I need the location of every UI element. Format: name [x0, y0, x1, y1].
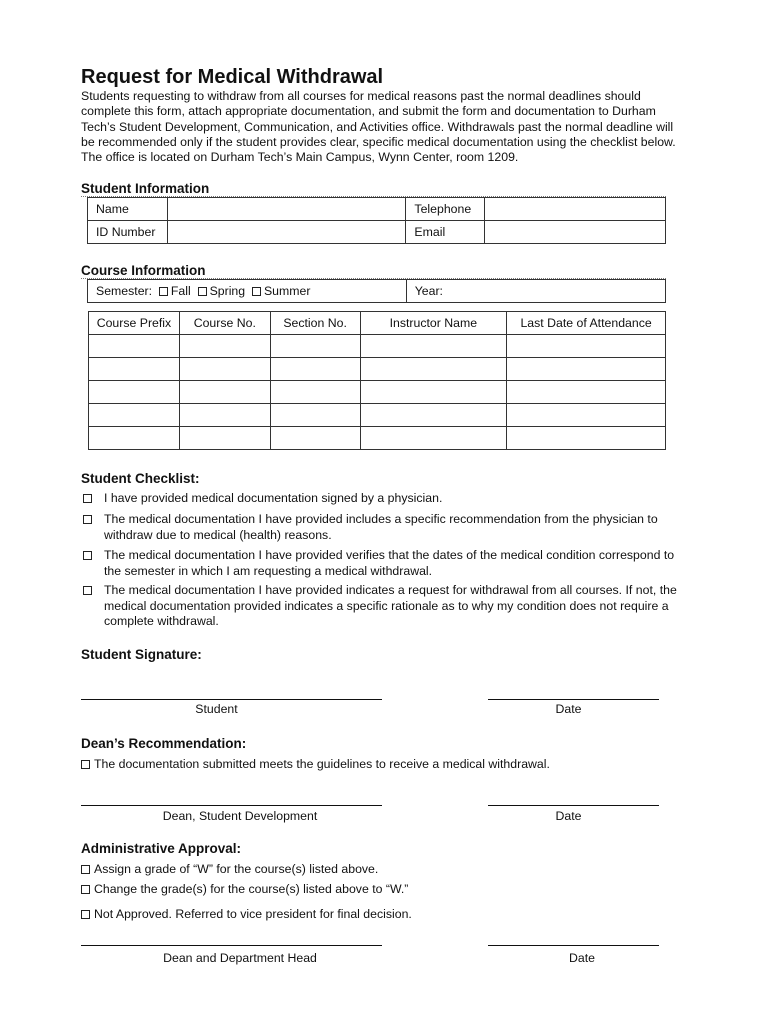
dean-checkbox[interactable]	[81, 760, 90, 769]
table-cell[interactable]	[360, 335, 507, 358]
semester-cell	[88, 280, 407, 303]
checklist-item	[81, 583, 691, 630]
table-cell[interactable]	[179, 335, 270, 358]
checklist-text: I have provided medical documentation signed by a physician.	[104, 491, 443, 505]
admin-option	[81, 882, 408, 896]
table-cell[interactable]	[507, 335, 666, 358]
table-cell[interactable]	[507, 358, 666, 381]
signature-heading: Student Signature:	[81, 647, 202, 662]
admin-option	[81, 907, 412, 921]
spring-checkbox[interactable]	[198, 287, 207, 296]
table-cell[interactable]	[89, 404, 180, 427]
checklist-checkbox[interactable]	[83, 586, 92, 595]
telephone-label: Telephone	[406, 198, 485, 221]
table-cell[interactable]	[360, 404, 507, 427]
checklist-checkbox[interactable]	[83, 515, 92, 524]
summer-checkbox[interactable]	[252, 287, 261, 296]
checklist-heading: Student Checklist:	[81, 471, 200, 486]
table-cell[interactable]	[507, 404, 666, 427]
student-info-table	[87, 197, 666, 244]
name-label: Name	[88, 198, 168, 221]
dean-caption: Dean, Student Development	[162, 809, 318, 823]
table-cell[interactable]	[270, 335, 360, 358]
table-cell[interactable]	[89, 358, 180, 381]
date-caption: Date	[555, 702, 582, 716]
dean-option-text: The documentation submitted meets the guidelines to receive a medical withdrawal.	[94, 757, 550, 771]
student-caption: Student	[195, 702, 238, 716]
course-table	[88, 311, 666, 450]
table-cell[interactable]	[179, 427, 270, 450]
dean-option	[81, 757, 550, 771]
admin-date-line[interactable]	[488, 945, 659, 946]
table-row	[89, 358, 666, 381]
table-row	[89, 427, 666, 450]
admin-checkbox[interactable]	[81, 885, 90, 894]
table-cell[interactable]	[179, 358, 270, 381]
table-cell[interactable]	[360, 381, 507, 404]
table-cell[interactable]	[179, 381, 270, 404]
table-cell[interactable]	[179, 404, 270, 427]
checklist-text: The medical documentation I have provided includes a specific recommendation from the physician to withdraw due to medical (health) reasons.	[104, 512, 658, 542]
table-cell[interactable]	[89, 381, 180, 404]
column-header: Section No.	[270, 312, 360, 335]
fall-checkbox[interactable]	[159, 287, 168, 296]
course-info-heading: Course Information	[81, 263, 206, 278]
id-number-field[interactable]	[167, 221, 405, 244]
table-cell[interactable]	[507, 427, 666, 450]
semester-label: Semester:	[96, 284, 153, 298]
table-row	[89, 404, 666, 427]
table-row	[89, 381, 666, 404]
admin-heading: Administrative Approval:	[81, 841, 242, 856]
table-cell[interactable]	[89, 335, 180, 358]
admin-option-text: Change the grade(s) for the course(s) listed above to “W.”	[94, 882, 409, 896]
admin-option-text: Assign a grade of “W” for the course(s) listed above.	[94, 862, 379, 876]
email-field[interactable]	[485, 221, 666, 244]
column-header: Course No.	[179, 312, 270, 335]
id-number-label: ID Number	[88, 221, 168, 244]
spring-label: Spring	[209, 284, 246, 298]
table-cell[interactable]	[270, 358, 360, 381]
page-title: Request for Medical Withdrawal	[81, 66, 384, 88]
dean-heading: Dean’s Recommendation:	[81, 736, 247, 751]
fall-label: Fall	[170, 284, 191, 298]
semester-table	[87, 279, 666, 303]
checklist-checkbox[interactable]	[83, 494, 92, 503]
table-cell[interactable]	[360, 358, 507, 381]
email-label: Email	[406, 221, 485, 244]
student-signature-line[interactable]	[81, 699, 382, 700]
admin-checkbox[interactable]	[81, 865, 90, 874]
admin-option	[81, 862, 378, 876]
column-header: Instructor Name	[360, 312, 507, 335]
table-cell[interactable]	[270, 404, 360, 427]
date-caption: Date	[555, 809, 582, 823]
summer-label: Summer	[263, 284, 311, 298]
checklist-text: The medical documentation I have provided indicates a request for withdrawal from all courses. If not, the medical documentation provided indicates a specific rationale as to why my condition does not require a complete withdrawal.	[104, 583, 677, 628]
dean-date-line[interactable]	[488, 805, 659, 806]
date-caption: Date	[569, 951, 595, 965]
admin-checkbox[interactable]	[81, 910, 90, 919]
admin-signature-line[interactable]	[81, 945, 382, 946]
checklist-item	[81, 548, 691, 579]
table-cell[interactable]	[507, 381, 666, 404]
year-cell[interactable]	[406, 280, 665, 303]
column-header: Last Date of Attendance	[507, 312, 666, 335]
intro-paragraph: Students requesting to withdraw from all courses for medical reasons past the normal deadlines should complete this form, attach appropriate documentation, and submit the form and documentation to Durham Tech’s Student Development, Communication, and Activities office. Withdrawals past the normal deadline will be recommended only if the student provides clear, specific medical documentation using the checklist below. The office is located on Durham Tech’s Main Campus, Wynn Center, room 1209.	[81, 89, 676, 165]
table-cell[interactable]	[270, 427, 360, 450]
admin-caption: Dean and Department Head	[163, 951, 317, 965]
column-header: Course Prefix	[89, 312, 180, 335]
student-info-heading: Student Information	[81, 181, 210, 196]
student-date-line[interactable]	[488, 699, 659, 700]
table-cell[interactable]	[89, 427, 180, 450]
checklist-item	[81, 491, 691, 507]
year-label: Year:	[414, 284, 443, 298]
table-cell[interactable]	[360, 427, 507, 450]
telephone-field[interactable]	[485, 198, 666, 221]
admin-option-text: Not Approved. Referred to vice president for final decision.	[94, 907, 412, 921]
name-field[interactable]	[167, 198, 405, 221]
table-row	[89, 335, 666, 358]
course-table-header	[89, 312, 666, 335]
table-cell[interactable]	[270, 381, 360, 404]
checklist-text: The medical documentation I have provided verifies that the dates of the medical condition correspond to the semester in which I am requesting a medical withdrawal.	[104, 548, 675, 578]
dean-signature-line[interactable]	[81, 805, 382, 806]
checklist-item	[81, 512, 691, 543]
checklist-checkbox[interactable]	[83, 551, 92, 560]
